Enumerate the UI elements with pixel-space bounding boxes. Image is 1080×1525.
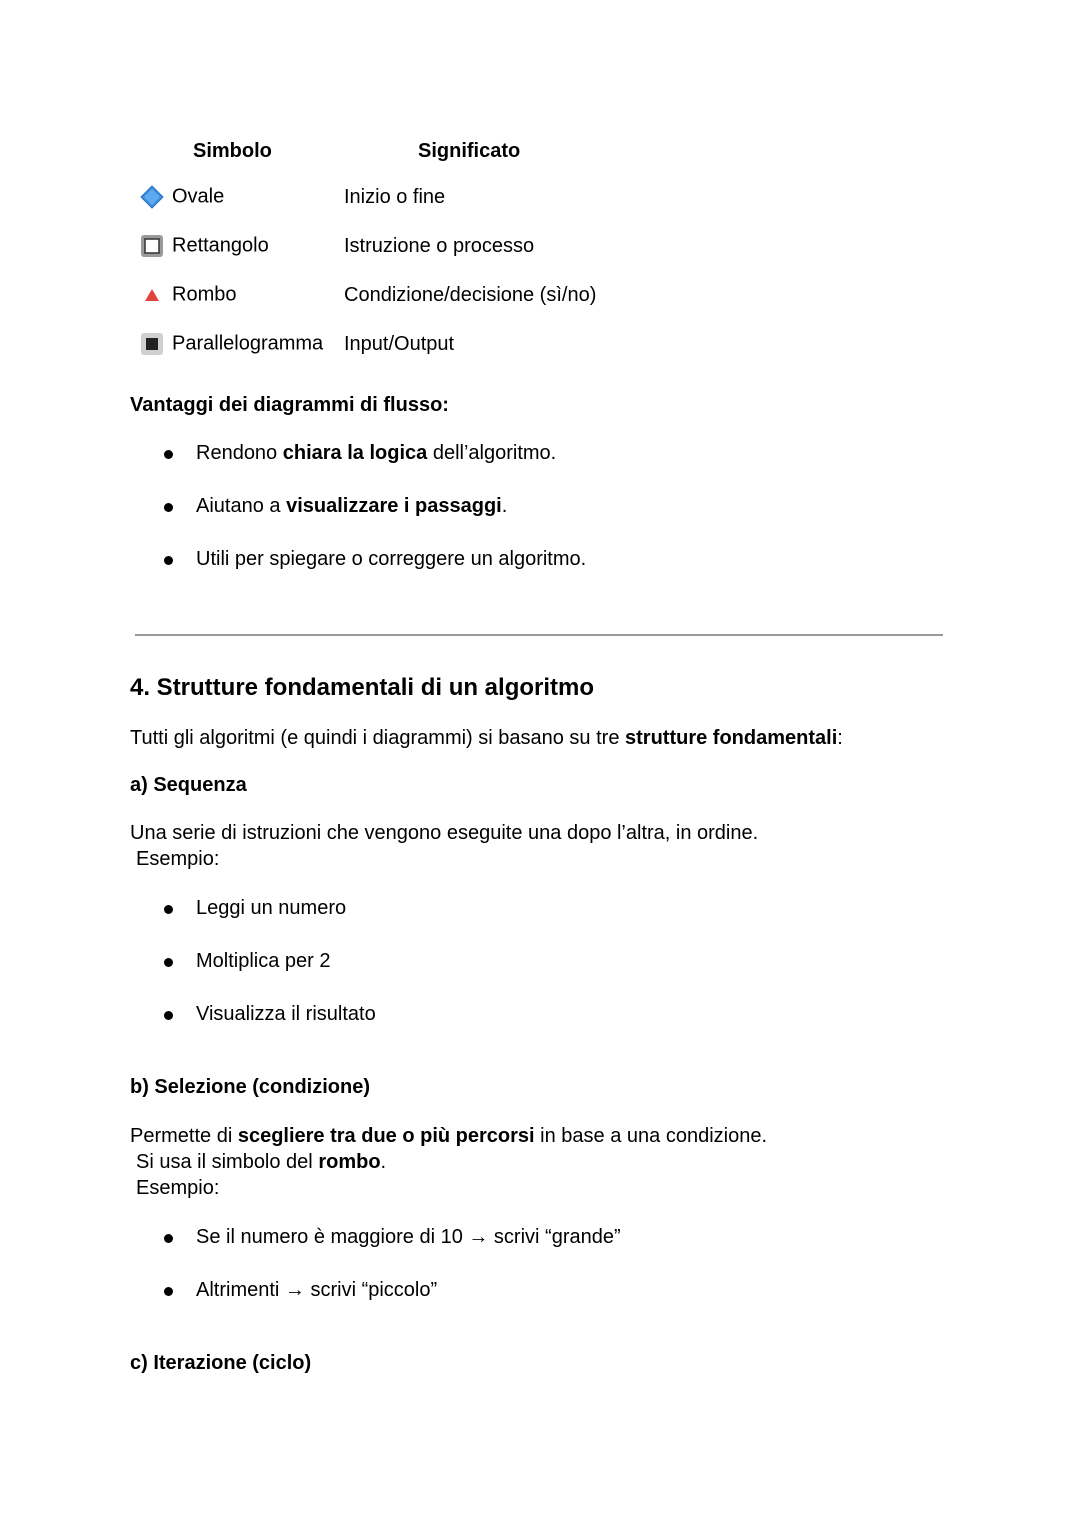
section-title: 4. Strutture fondamentali di un algoritmo — [130, 674, 595, 701]
blue-diamond-icon — [140, 185, 164, 209]
bold-segment: chiara la logica — [282, 442, 428, 464]
bullet-icon — [164, 450, 173, 459]
table-row — [140, 185, 224, 209]
bold-segment: visualizzare i passaggi — [286, 495, 502, 517]
bold-segment: scegliere tra due o più percorsi — [237, 1125, 535, 1147]
bullet-icon — [164, 1234, 173, 1243]
advantages-title: Vantaggi dei diagrammi di flusso: — [130, 394, 449, 416]
bold-segment: strutture fondamentali — [625, 727, 838, 749]
red-triangle-icon — [140, 283, 164, 307]
bullet-icon — [164, 503, 173, 512]
text-segment: Si usa il simbolo del — [136, 1151, 319, 1173]
text-segment: Aiutano a — [196, 495, 287, 517]
list-item-label: Altrimenti → scrivi “piccolo” — [196, 1279, 438, 1301]
black-square-button-icon — [140, 332, 164, 356]
text-segment: in base a una condizione. — [534, 1125, 768, 1147]
meaning-label: Input/Output — [344, 333, 455, 355]
text-segment: Utili per spiegare o correggere un algoritmo. — [196, 548, 587, 570]
paragraph: Una serie di istruzioni che vengono eseguite una dopo l’altra, in ordine. — [130, 822, 759, 844]
text-segment: dell’algoritmo. — [427, 442, 557, 464]
symbol-label: Rombo — [172, 283, 237, 306]
bullet-icon — [164, 905, 173, 914]
text-segment: Tutti gli algoritmi (e quindi i diagrammi) si basano su tre — [130, 727, 626, 749]
symbol-label: Ovale — [172, 185, 225, 208]
bullet-icon — [164, 1011, 173, 1020]
bold-segment: rombo — [318, 1151, 381, 1173]
meaning-label: Condizione/decisione (sì/no) — [344, 284, 597, 306]
meaning-label: Istruzione o processo — [344, 235, 535, 257]
horizontal-rule — [135, 634, 943, 636]
list-item-label: Visualizza il risultato — [196, 1003, 376, 1025]
symbol-label: Rettangolo — [172, 234, 269, 257]
subsection-title-b: b) Selezione (condizione) — [130, 1076, 371, 1098]
text-segment: Rendono — [196, 442, 283, 464]
table-header-symbol: Simbolo — [193, 140, 272, 162]
text-segment: : — [837, 727, 843, 749]
text-segment: . — [380, 1151, 387, 1173]
paragraph: Esempio: — [136, 1177, 220, 1199]
subsection-title-a: a) Sequenza — [130, 774, 247, 796]
bullet-icon — [164, 958, 173, 967]
meaning-label: Inizio o fine — [344, 186, 446, 208]
subsection-title-c: c) Iterazione (ciclo) — [130, 1352, 312, 1374]
table-row — [140, 234, 269, 258]
table-row — [140, 332, 323, 356]
bullet-icon — [164, 556, 173, 565]
symbol-label: Parallelogramma — [172, 332, 324, 355]
list-item-label: Leggi un numero — [196, 897, 347, 919]
table-row — [140, 283, 236, 307]
paragraph — [130, 1123, 767, 1149]
table-header-meaning: Significato — [418, 140, 521, 162]
bullet-icon — [164, 1287, 173, 1296]
paragraph — [136, 1149, 386, 1175]
list-item-label: Se il numero è maggiore di 10 → scrivi “grande” — [196, 1226, 621, 1248]
paragraph: Esempio: — [136, 848, 220, 870]
list-item-label: Moltiplica per 2 — [196, 950, 331, 972]
section-intro — [130, 725, 843, 751]
text-segment: Permette di — [130, 1125, 238, 1147]
text-segment: . — [501, 495, 508, 517]
white-square-button-icon — [140, 234, 164, 258]
